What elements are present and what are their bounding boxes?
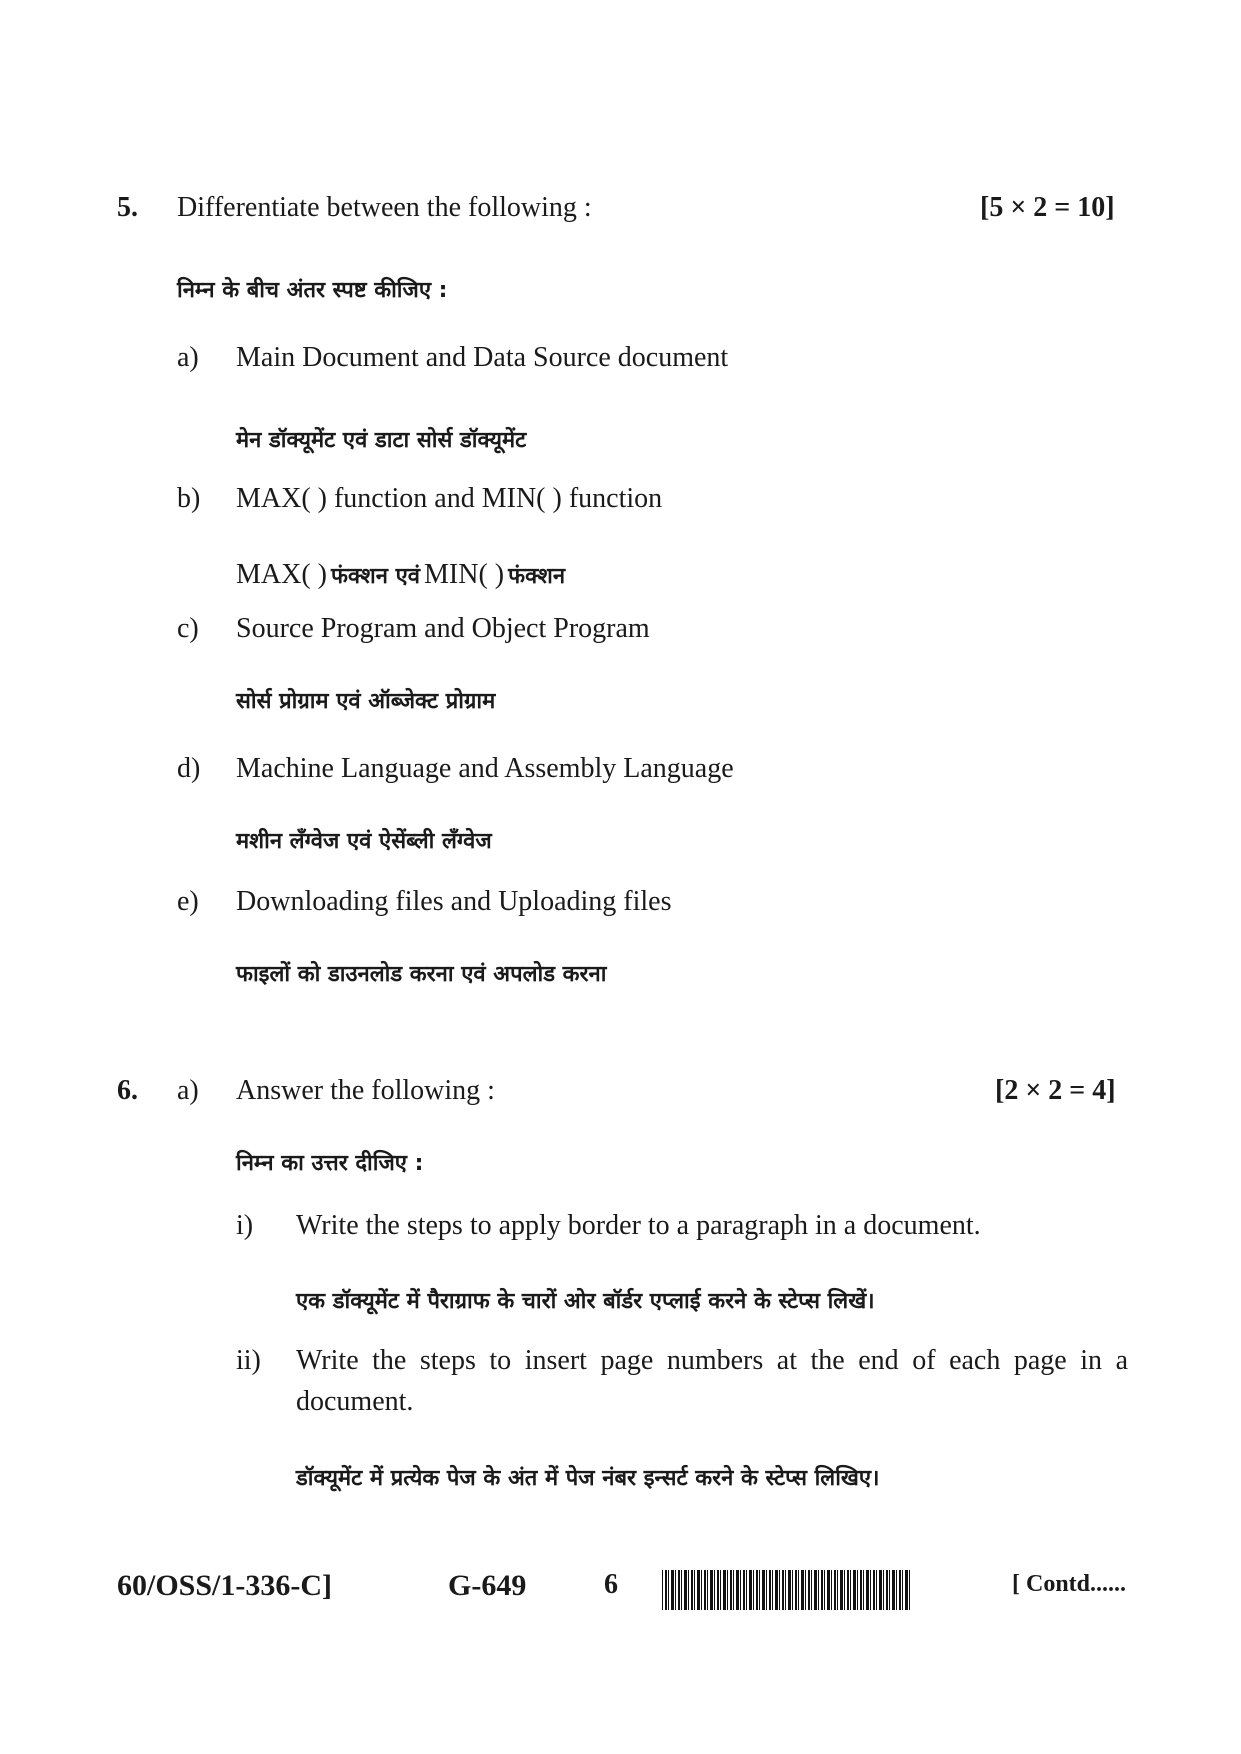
q5-item-b-hindi-max: MAX( ) — [236, 559, 327, 590]
q6-sub-ii-hindi: डॉक्यूमेंट में प्रत्येक पेज के अंत में पेज नंबर इन्सर्ट करने के स्टेप्स लिखिए। — [296, 1466, 880, 1491]
q5-item-c-text: Source Program and Object Program — [236, 613, 650, 644]
q5-item-a-text: Main Document and Data Source document — [236, 342, 729, 373]
question-5-marks: [5 × 2 = 10] — [980, 192, 1115, 223]
question-6-part-label: a) — [177, 1075, 199, 1106]
question-6-marks: [2 × 2 = 4] — [995, 1075, 1116, 1106]
q5-item-b-hindi-min: MIN( ) — [424, 559, 505, 590]
question-6-number: 6. — [117, 1075, 138, 1106]
barcode-image — [662, 1570, 910, 1610]
question-6-title: Answer the following : — [236, 1075, 495, 1106]
question-5-title-hindi: निम्न के बीच अंतर स्पष्ट कीजिए : — [177, 278, 448, 303]
q6-sub-ii-text-line2: document. — [296, 1386, 414, 1417]
q6-sub-i-label: i) — [236, 1210, 254, 1241]
q5-item-b-hindi-word2: फंक्शन — [508, 564, 566, 589]
footer-paper-code: 60/OSS/1-336-C] — [117, 1569, 333, 1602]
q6-sub-ii-label: ii) — [236, 1345, 261, 1376]
q5-item-d-text: Machine Language and Assembly Language — [236, 753, 734, 784]
question-5-title: Differentiate between the following : — [177, 192, 592, 223]
q5-item-e-hindi: फाइलों को डाउनलोड करना एवं अपलोड करना — [236, 962, 607, 987]
q5-item-b-text: MAX( ) function and MIN( ) function — [236, 483, 663, 514]
question-6-title-hindi: निम्न का उत्तर दीजिए : — [236, 1151, 424, 1176]
q5-item-e-label: e) — [177, 886, 199, 917]
footer-series-code: G-649 — [448, 1569, 527, 1602]
q5-item-a-hindi: मेन डॉक्यूमेंट एवं डाटा सोर्स डॉक्यूमेंट — [236, 428, 527, 453]
question-5-number: 5. — [117, 192, 138, 223]
footer-page-number: 6 — [604, 1569, 618, 1600]
q5-item-b-hindi — [236, 559, 565, 591]
q5-item-d-label: d) — [177, 753, 201, 784]
q5-item-c-label: c) — [177, 613, 199, 644]
footer-contd: [ Contd...... — [1012, 1571, 1127, 1597]
q5-item-e-text: Downloading files and Uploading files — [236, 886, 672, 917]
q5-item-a-label: a) — [177, 342, 199, 373]
q5-item-b-label: b) — [177, 483, 201, 514]
q6-sub-ii-text-line1: Write the steps to insert page numbers at the end of each page in a — [296, 1345, 1128, 1376]
q6-sub-i-hindi: एक डॉक्यूमेंट में पैराग्राफ के चारों ओर बॉर्डर एप्लाई करने के स्टेप्स लिखें। — [296, 1289, 875, 1314]
q5-item-b-hindi-word1: फंक्शन एवं — [331, 564, 421, 589]
q5-item-d-hindi: मशीन लँग्वेज एवं ऐसेंब्ली लँग्वेज — [236, 829, 492, 854]
q5-item-c-hindi: सोर्स प्रोग्राम एवं ऑब्जेक्ट प्रोग्राम — [236, 689, 496, 714]
q6-sub-i-text: Write the steps to apply border to a paragraph in a document. — [296, 1210, 981, 1241]
